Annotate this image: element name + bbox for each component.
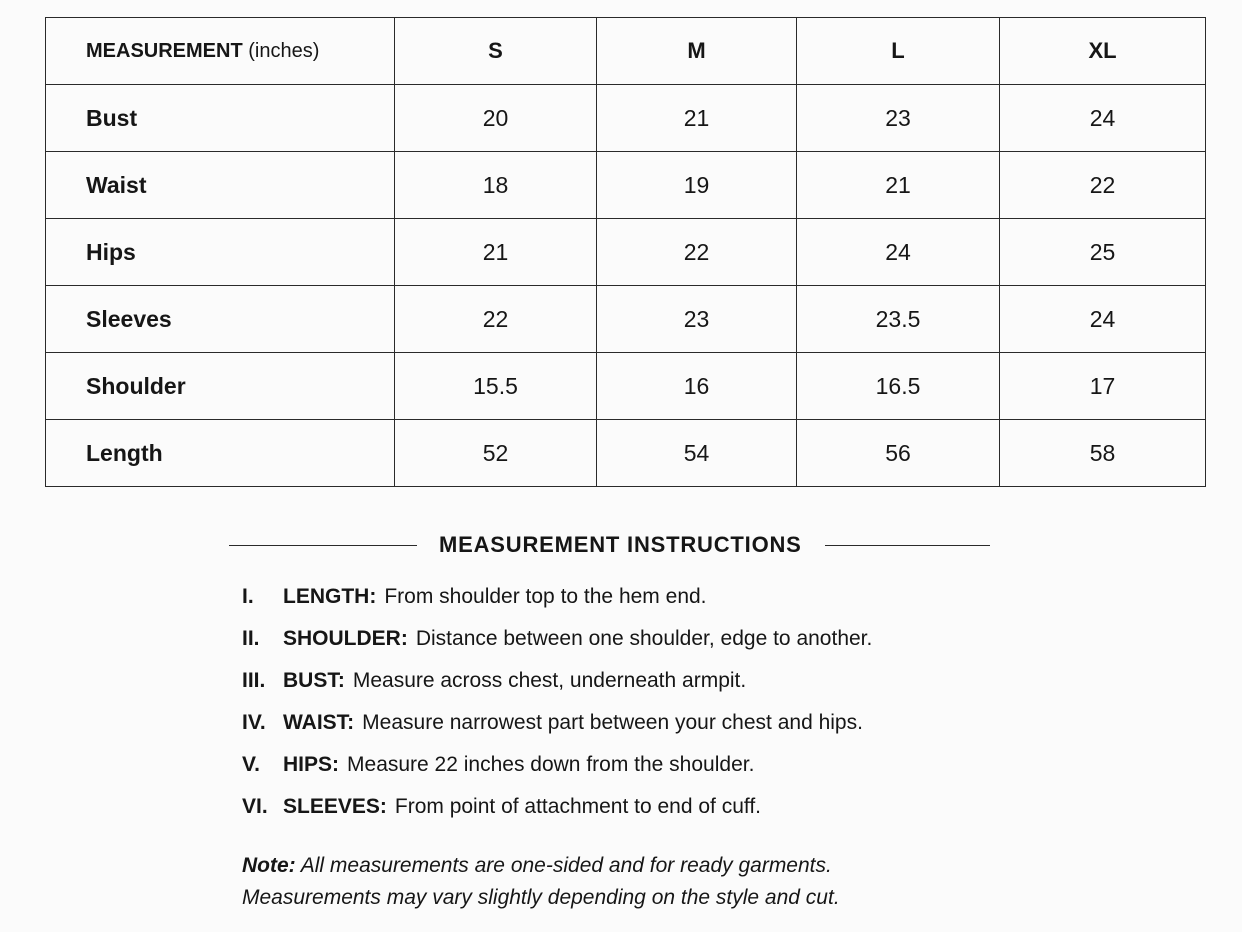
list-item	[242, 580, 872, 622]
table-cell: 24	[1000, 85, 1206, 152]
size-chart-table	[45, 17, 1206, 487]
item-key: HIPS:	[283, 753, 340, 776]
measurement-header-label: MEASUREMENT	[86, 39, 243, 62]
item-number: III.	[242, 669, 266, 692]
table-row	[46, 219, 1206, 286]
item-text: Measure 22 inches down from the shoulder.	[347, 753, 755, 776]
table-cell: 23	[597, 286, 797, 353]
size-header-l: L	[797, 18, 1000, 85]
heading-divider-right	[825, 545, 990, 546]
table-cell: 54	[597, 420, 797, 487]
table-cell: 23	[797, 85, 1000, 152]
instructions-list	[242, 580, 872, 832]
item-number: IV.	[242, 711, 266, 734]
table-cell: 19	[597, 152, 797, 219]
item-text: Distance between one shoulder, edge to another.	[415, 627, 873, 650]
table-cell: 21	[797, 152, 1000, 219]
item-text: Measure across chest, underneath armpit.	[352, 669, 747, 692]
row-label: Length	[46, 420, 395, 487]
list-item	[242, 706, 872, 748]
table-row	[46, 420, 1206, 487]
table-cell: 58	[1000, 420, 1206, 487]
item-key: LENGTH:	[283, 585, 377, 608]
measurement-column-header	[46, 18, 395, 85]
instructions-heading	[229, 530, 1020, 560]
instructions-title: MEASUREMENT INSTRUCTIONS	[439, 532, 802, 557]
item-text: From shoulder top to the hem end.	[384, 585, 707, 608]
table-cell: 56	[797, 420, 1000, 487]
table-cell: 22	[1000, 152, 1206, 219]
table-header-row	[46, 18, 1206, 85]
size-header-m: M	[597, 18, 797, 85]
item-number: V.	[242, 753, 260, 776]
note-label: Note:	[242, 854, 296, 877]
table-cell: 16	[597, 353, 797, 420]
table-row	[46, 85, 1206, 152]
row-label: Shoulder	[46, 353, 395, 420]
table-cell: 16.5	[797, 353, 1000, 420]
note-text-1: All measurements are one-sided and for ready garments.	[300, 854, 832, 877]
size-header-s: S	[395, 18, 597, 85]
table-cell: 25	[1000, 219, 1206, 286]
table-cell: 20	[395, 85, 597, 152]
table-cell: 15.5	[395, 353, 597, 420]
table-row	[46, 152, 1206, 219]
table-cell: 21	[597, 85, 797, 152]
item-key: WAIST:	[283, 711, 355, 734]
item-key: BUST:	[283, 669, 345, 692]
table-cell: 22	[597, 219, 797, 286]
table-cell: 24	[797, 219, 1000, 286]
item-key: SLEEVES:	[283, 795, 387, 818]
table-cell: 24	[1000, 286, 1206, 353]
list-item	[242, 790, 872, 832]
table-cell: 21	[395, 219, 597, 286]
item-number: VI.	[242, 795, 268, 818]
size-header-xl: XL	[1000, 18, 1206, 85]
note-line-2: Measurements may vary slightly depending on the style and cut.	[242, 886, 840, 909]
note-line-1	[242, 850, 840, 882]
table-cell: 18	[395, 152, 597, 219]
row-label: Hips	[46, 219, 395, 286]
row-label: Sleeves	[46, 286, 395, 353]
list-item	[242, 622, 872, 664]
table-row	[46, 353, 1206, 420]
heading-divider-left	[229, 545, 417, 546]
row-label: Bust	[46, 85, 395, 152]
unit-label: (inches)	[248, 39, 320, 62]
item-text: From point of attachment to end of cuff.	[394, 795, 762, 818]
list-item	[242, 748, 872, 790]
item-number: I.	[242, 585, 254, 608]
table-row	[46, 286, 1206, 353]
table-cell: 52	[395, 420, 597, 487]
table-cell: 22	[395, 286, 597, 353]
table-cell: 17	[1000, 353, 1206, 420]
table-cell: 23.5	[797, 286, 1000, 353]
item-key: SHOULDER:	[283, 627, 408, 650]
row-label: Waist	[46, 152, 395, 219]
list-item	[242, 664, 872, 706]
item-number: II.	[242, 627, 260, 650]
item-text: Measure narrowest part between your chest and hips.	[362, 711, 863, 734]
note-block	[242, 850, 840, 914]
